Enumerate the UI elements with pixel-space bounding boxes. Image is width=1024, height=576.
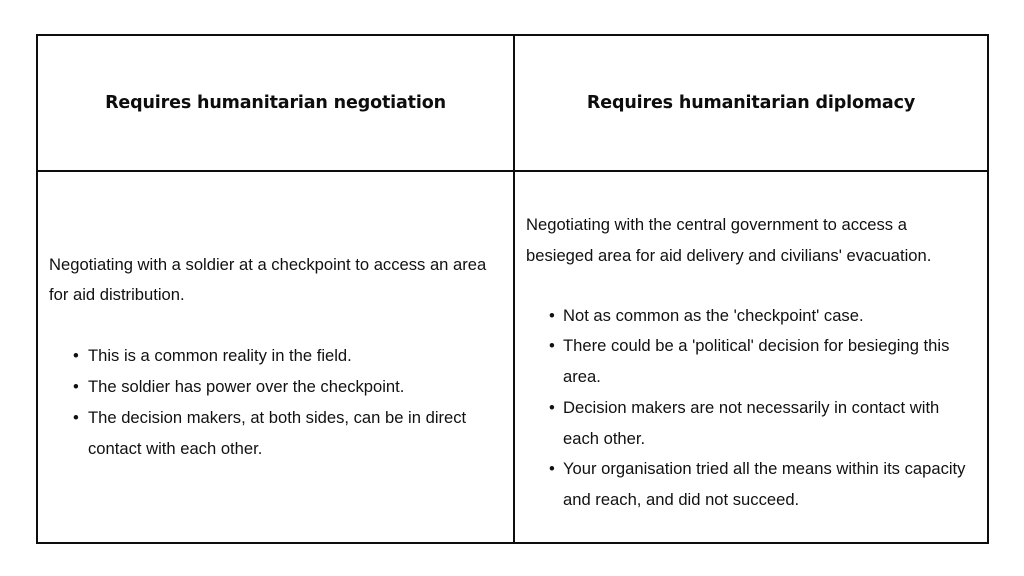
list-item-label: Decision makers are not necessarily in contact with each other. xyxy=(563,397,940,448)
diplomacy-lead-paragraph: Negotiating with the central government to access a besieged area for aid delivery and civilians' evacuation. xyxy=(526,214,932,265)
bullet-dot-icon: • xyxy=(549,397,555,417)
list-item-label: There could be a 'political' decision for besieging this area. xyxy=(563,336,950,387)
list-item xyxy=(49,341,495,372)
list-item-label: Not as common as the 'checkpoint' case. xyxy=(563,305,864,325)
comparison-table xyxy=(36,34,989,544)
list-item-label: The decision makers, at both sides, can be in direct contact with each other. xyxy=(88,407,467,458)
bullet-dot-icon: • xyxy=(549,459,555,479)
list-item xyxy=(49,372,495,403)
list-item xyxy=(526,454,975,516)
cell-negotiation xyxy=(37,171,514,543)
table-body-row xyxy=(37,171,988,543)
list-item xyxy=(526,331,975,393)
diplomacy-bullet-list xyxy=(526,301,975,517)
column-header-diplomacy xyxy=(514,35,988,171)
list-item-label: This is a common reality in the field. xyxy=(88,346,352,366)
cell-diplomacy-content xyxy=(515,198,987,516)
list-item xyxy=(526,301,975,332)
column-header-negotiation xyxy=(37,35,514,171)
bullet-dot-icon: • xyxy=(73,377,79,396)
bullet-dot-icon: • xyxy=(73,407,79,427)
cell-negotiation-content xyxy=(38,250,513,465)
list-item xyxy=(49,403,495,465)
bullet-dot-icon: • xyxy=(549,336,555,356)
negotiation-bullet-list xyxy=(49,341,495,464)
column-header-diplomacy-label: Requires humanitarian diplomacy xyxy=(586,92,916,113)
list-item-label: Your organisation tried all the means within its capacity and reach, and did not succeed. xyxy=(563,459,966,510)
negotiation-lead-paragraph: Negotiating with a soldier at a checkpoint to access an area for aid distribution. xyxy=(49,254,487,305)
list-item-label: The soldier has power over the checkpoint. xyxy=(88,377,405,396)
cell-diplomacy xyxy=(514,171,988,543)
bullet-dot-icon: • xyxy=(549,305,555,325)
bullet-dot-icon: • xyxy=(73,346,79,366)
table-header-row xyxy=(37,35,988,171)
column-header-negotiation-label: Requires humanitarian negotiation xyxy=(105,92,446,113)
list-item xyxy=(526,393,975,455)
